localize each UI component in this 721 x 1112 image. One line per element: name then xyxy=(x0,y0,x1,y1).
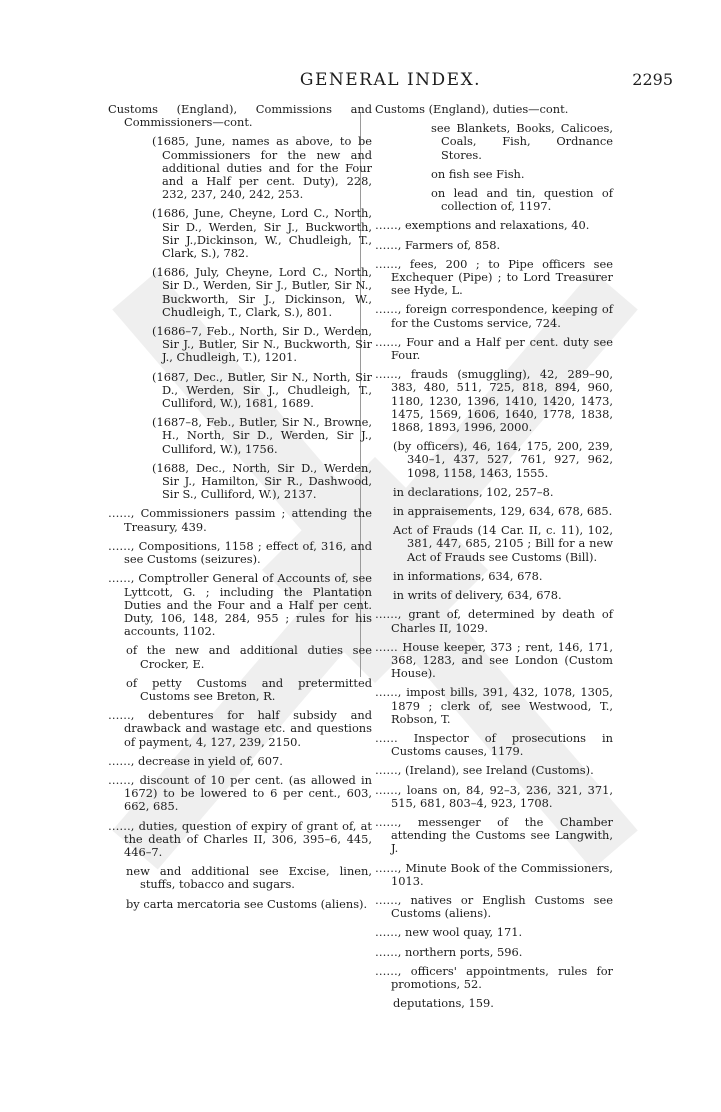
index-entry: ……, impost bills, 391, 432, 1078, 1305, 1879 ; clerk of, see Westwood, T., Robson, T. xyxy=(375,685,613,726)
index-entry: ……, loans on, 84, 92–3, 236, 321, 371, 515, 681, 803–4, 923, 1708. xyxy=(375,782,613,810)
index-entry: ……, officers' appointments, rules for promotions, 52. xyxy=(375,963,613,991)
index-entry: ……, Four and a Half per cent. duty see Four. xyxy=(375,334,613,363)
index-entry: ……, messenger of the Chamber attending the Customs see Langwith, J. xyxy=(375,814,613,856)
index-entry: of the new and additional duties see Crocker, E. xyxy=(126,643,372,671)
index-entry: in declarations, 102, 257–8. xyxy=(393,484,554,499)
index-entry: (1685, June, names as above, to be Commissioners for the new and additional duties and for the Four and a Half per cent. Duty), 228, 232, 237, 240, 242, 253. xyxy=(152,134,372,202)
index-entry: ……, new wool quay, 171. xyxy=(375,925,523,940)
index-entry: …… House keeper, 373 ; rent, 146, 171, 368, 1283, and see London (Custom House). xyxy=(375,639,613,681)
index-entry: ……, Compositions, 1158 ; effect of, 316, and see Customs (seizures). xyxy=(108,538,372,567)
index-entry: ……, duties, question of expiry of grant of, at the death of Charles II, 306, 395–6, 445, 446–7. xyxy=(108,818,372,859)
page-title: GENERAL INDEX. xyxy=(299,70,482,90)
index-entry: ……, fees, 200 ; to Pipe officers see Exchequer (Pipe) ; to Lord Treasurer see Hyde, L. xyxy=(375,256,613,298)
index-entry: deputations, 159. xyxy=(393,996,494,1011)
index-entry: ……, debentures for half subsidy and drawback and wastage etc. and questions of payment, 4, 127, 239, 2150. xyxy=(108,708,372,749)
index-entry: ……, discount of 10 per cent. (as allowed in 1672) to be lowered to 6 per cent., 603, 662, 685. xyxy=(108,772,372,814)
index-entry: (1687–8, Feb., Butler, Sir N., Browne, H., North, Sir D., Werden, Sir J., Culliford, W.), 1756. xyxy=(152,415,372,456)
index-entry: on lead and tin, question of collection of, 1197. xyxy=(431,186,613,214)
index-entry: ……, (Ireland), see Ireland (Customs). xyxy=(375,763,594,778)
index-entry: in writs of delivery, 634, 678. xyxy=(393,588,562,603)
index-entry: in appraisements, 129, 634, 678, 685. xyxy=(393,504,613,519)
index-entry: on fish see Fish. xyxy=(431,166,525,181)
index-entry: (by officers), 46, 164, 175, 200, 239, 340–1, 437, 527, 761, 927, 962, 1098, 1158, 1463, 1555. xyxy=(393,439,613,480)
index-entry: (1686, July, Cheyne, Lord C., North, Sir D., Werden, Sir J., Butler, Sir N., Buckworth, Sir J., Dickinson, W., Chudleigh, T., Clark, S.), 801. xyxy=(152,265,372,319)
index-entry: ……, Comptroller General of Accounts of, see Lyttcott, G. ; including the Plantation Duties and the Four and a Half per cent. Duty, 106, 148, 284, 955 ; rules for his accounts, 1102. xyxy=(108,571,372,639)
left-index-column xyxy=(108,103,372,917)
right-index-column xyxy=(375,103,613,1016)
index-entry: (1687, Dec., Butler, Sir N., North, Sir D., Werden, Sir J., Chudleigh, T., Culliford, W.), 1681, 1689. xyxy=(152,369,372,411)
index-entry: Customs (England), Commissions and Commissioners—cont. xyxy=(108,102,372,130)
index-entry: new and additional see Excise, linen, stuffs, tobacco and sugars. xyxy=(126,864,372,892)
index-entry: ……, Minute Book of the Commissioners, 1013. xyxy=(375,860,613,888)
index-entry: ……, foreign correspondence, keeping of for the Customs service, 724. xyxy=(375,302,613,330)
page-header xyxy=(108,70,673,96)
index-entry: ……, northern ports, 596. xyxy=(375,944,523,959)
index-entry: Act of Frauds (14 Car. II, c. 11), 102, 381, 447, 685, 2105 ; Bill for a new Act of Frauds see Customs (Bill). xyxy=(393,523,613,564)
index-entry: ……, natives or English Customs see Customs (aliens). xyxy=(375,892,613,921)
index-entry: in informations, 634, 678. xyxy=(393,568,543,583)
index-entry: …… Inspector of prosecutions in Customs causes, 1179. xyxy=(375,730,613,759)
index-entry: ……, Commissioners passim ; attending the Treasury, 439. xyxy=(108,506,372,534)
index-entry: see Blankets, Books, Calicoes, Coals, Fish, Ordnance Stores. xyxy=(431,121,613,162)
index-entry: of petty Customs and pretermitted Customs see Breton, R. xyxy=(126,675,372,703)
index-entry: (1686, June, Cheyne, Lord C., North, Sir D., Werden, Sir J., Buckworth, Sir J.,Dickinson, W., Chudleigh, T., Clark, S.), 782. xyxy=(152,206,372,261)
index-entry: ……, frauds (smuggling), 42, 289–90, 383, 480, 511, 725, 818, 894, 960, 1180, 1230, 1396, 1410, 1420, 1473, 1475, 1569, 1606, 1640, 1778, 1838, 1868, 1893, 1996, 2000. xyxy=(375,367,613,435)
page-number: 2295 xyxy=(632,70,673,89)
index-entry: by carta mercatoria see Customs (aliens). xyxy=(126,896,368,911)
index-entry: ……, Farmers of, 858. xyxy=(375,237,501,252)
index-entry: Customs (England), duties—cont. xyxy=(375,102,569,116)
index-entry: ……, exemptions and relaxations, 40. xyxy=(375,218,590,233)
index-entry: ……, grant of, determined by death of Charles II, 1029. xyxy=(375,607,613,635)
index-entry: (1688, Dec., North, Sir D., Werden, Sir J., Hamilton, Sir R., Dashwood, Sir S., Culliford, W.), 2137. xyxy=(152,460,372,502)
index-entry: ……, decrease in yield of, 607. xyxy=(108,753,283,768)
index-entry: (1686–7, Feb., North, Sir D., Werden, Sir J., Butler, Sir N., Buckworth, Sir J., Chudleigh, T.), 1201. xyxy=(152,324,372,365)
